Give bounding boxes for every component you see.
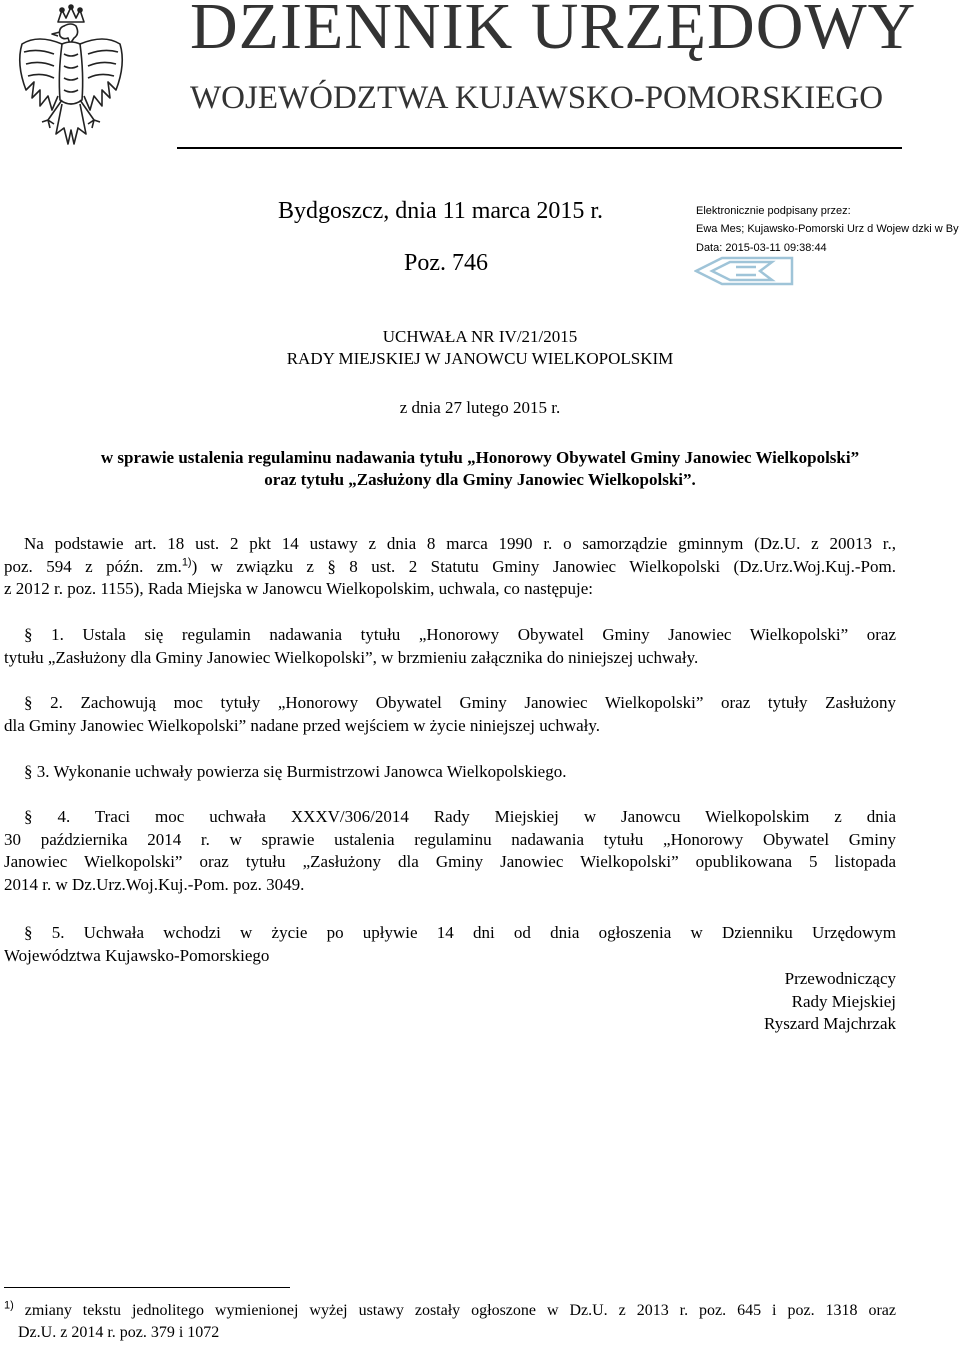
signature-date: Data: 2015-03-11 09:38:44	[696, 242, 827, 254]
section-line: Województwa Kujawsko-Pomorskiego	[4, 945, 270, 965]
section-1	[4, 624, 896, 669]
section-4	[4, 806, 896, 896]
signature-signer: Ewa Mes; Kujawsko-Pomorski Urz d Wojew dzki w By	[696, 223, 959, 235]
footnote-marker: 1)	[4, 1299, 14, 1312]
legal-basis-paragraph	[4, 533, 896, 601]
journal-subtitle: WOJEWÓDZTWA KUJAWSKO-POMORSKIEGO	[190, 80, 884, 116]
resolution-council: RADY MIEJSKIEJ W JANOWCU WIELKOPOLSKIM	[286, 349, 674, 368]
section-line: § 5. Uchwała wchodzi w życie po upływie 14 dni od dnia ogłoszenia w Dzienniku Urzędowym	[24, 923, 896, 942]
place-date: Bydgoszcz, dnia 11 marca 2015 r.	[278, 198, 604, 224]
section-line: 2014 r. w Dz.Urz.Woj.Kuj.-Pom. poz. 3049.	[4, 874, 305, 894]
footnote-divider	[4, 1287, 290, 1288]
signatory-name: Ryszard Majchrzak	[764, 1014, 896, 1033]
section-2	[4, 692, 896, 737]
section-line: § 4. Traci moc uchwała XXXV/306/2014 Rady Miejskiej w Janowcu Wielkopolskim z dnia	[24, 807, 896, 826]
white-eagle-emblem-icon	[8, 4, 134, 152]
resolution-subject-line: w sprawie ustalenia regulaminu nadawania tytułu „Honorowy Obywatel Gminy Janowiec Wielkopolski”	[100, 448, 860, 467]
section-line: tytułu „Zasłużony dla Gminy Janowiec Wielkopolski”, w brzmieniu załącznika do niniejszej uchwały.	[4, 647, 699, 667]
resolution-title: UCHWAŁA NR IV/21/2015	[382, 327, 578, 346]
section-line: Janowiec Wielkopolski” oraz tytułu „Zasłużony dla Gminy Janowiec Wielkopolski” opublikowana 5 listopada	[4, 852, 896, 871]
legal-basis-line: z 2012 r. poz. 1155), Rada Miejska w Janowcu Wielkopolskim, uchwala, co następuje:	[4, 579, 593, 598]
resolution-subject-line: oraz tytułu „Zasłużony dla Gminy Janowiec Wielkopolski”.	[264, 470, 696, 489]
section-line: dla Gminy Janowiec Wielkopolski” nadane przed wejściem w życie niniejszej uchwały.	[4, 715, 601, 735]
section-3	[4, 761, 896, 784]
footnote-line: $^{1)}$ zmiany tekstu jednolitego wymienionej wyżej ustawy zostały ogłoszone w Dz.U. z 2013 r. poz. 645 i poz. 1318 oraz	[4, 1299, 897, 1319]
signatory-role: Przewodniczący	[784, 969, 896, 988]
footnote	[4, 1300, 896, 1344]
header-divider	[177, 147, 902, 149]
journal-title: DZIENNIK URZĘDOWY	[190, 0, 917, 63]
section-line: 30 października 2014 r. w sprawie ustalenia regulaminu nadawania tytułu „Honorowy Obywatel Gminy	[4, 829, 896, 849]
section-line: § 2. Zachowują moc tytuły „Honorowy Obywatel Gminy Janowiec Wielkopolski” oraz tytuły Zasłużony	[24, 693, 896, 712]
footnote-reference: 1)	[181, 555, 192, 568]
section-5	[4, 922, 896, 967]
resolution-date: z dnia 27 lutego 2015 r.	[399, 398, 561, 417]
position-number: Poz. 746	[404, 250, 488, 276]
signatory-block	[740, 968, 896, 1036]
legal-basis-line: Na podstawie art. 18 ust. 2 pkt 14 ustawy z dnia 8 marca 1990 r. o samorządzie gminnym (Dz.U. z 20013 r.,	[24, 534, 896, 553]
section-line: § 3. Wykonanie uchwały powierza się Burmistrzowi Janowca Wielkopolskiego.	[24, 762, 567, 781]
signature-label: Elektronicznie podpisany przez:	[696, 205, 851, 217]
section-line: § 1. Ustala się regulamin nadawania tytułu „Honorowy Obywatel Gminy Janowiec Wielkopolski” oraz	[24, 625, 896, 644]
footnote-line: Dz.U. z 2014 r. poz. 379 i 1072	[18, 1324, 220, 1341]
signature-stamp-icon	[694, 254, 794, 288]
legal-basis-line: poz. 594 z późn. zm.$^{1)}$) w związku z § 8 ust. 2 Statutu Gminy Janowiec Wielkopolski (Dz.Urz.Woj.Kuj.-Pom.	[4, 555, 896, 576]
signatory-body: Rady Miejskiej	[791, 991, 896, 1011]
